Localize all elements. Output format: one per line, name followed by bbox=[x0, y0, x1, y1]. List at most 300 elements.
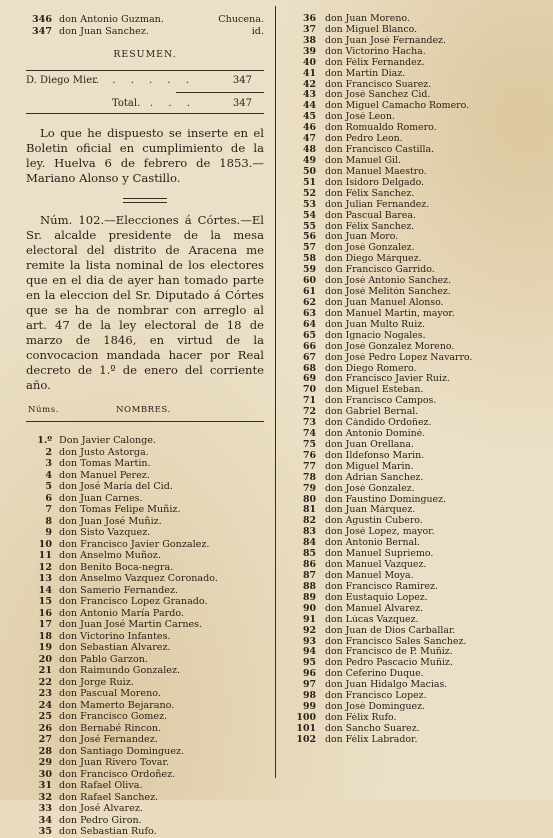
resumen-row-label: D. Diego Mier. bbox=[26, 75, 99, 86]
elector-number: 43 bbox=[302, 90, 316, 101]
elector-number: 48 bbox=[302, 145, 316, 156]
elector-number: 62 bbox=[302, 297, 316, 308]
elector-name: don Juan Carnes. bbox=[59, 492, 143, 504]
resumen-total-value: 347 bbox=[232, 98, 252, 109]
list-item bbox=[26, 803, 264, 815]
list-item bbox=[26, 757, 264, 769]
elector-number: 64 bbox=[302, 319, 316, 330]
list-item bbox=[290, 167, 530, 178]
elector-name: don Martin Diaz. bbox=[325, 68, 406, 79]
elector-name: don Julian Fernandez. bbox=[325, 199, 430, 210]
list-item bbox=[26, 746, 264, 758]
list-item bbox=[290, 669, 530, 680]
elector-number: 24 bbox=[38, 699, 52, 711]
elector-number: 346 bbox=[31, 14, 52, 25]
elector-name: don Pedro Leon. bbox=[325, 134, 403, 145]
elector-name: don Justo Astorga. bbox=[59, 446, 149, 458]
elector-number: 68 bbox=[302, 363, 316, 374]
list-item bbox=[290, 658, 530, 669]
elector-name: don Antonio Dominé. bbox=[325, 429, 426, 440]
elector-name: don Miguel Marin. bbox=[325, 461, 414, 472]
elector-name: don Jorge Ruiz. bbox=[59, 676, 134, 688]
list-item bbox=[26, 14, 264, 26]
list-item bbox=[26, 470, 264, 482]
elector-name: don Manuel Vazquez. bbox=[325, 560, 427, 571]
elector-name: don Félix Labrador. bbox=[325, 734, 418, 745]
section-separator bbox=[123, 198, 167, 203]
elector-name: don Pascual Moreno. bbox=[59, 688, 161, 699]
notice-paragraph bbox=[26, 213, 264, 393]
elector-name: don Tomas Felipe Muñiz. bbox=[59, 504, 181, 515]
elector-name: don Eustaquio Lopez. bbox=[325, 592, 428, 603]
elector-name: don Francisco Javier Gonzalez. bbox=[59, 538, 210, 550]
elector-number: 33 bbox=[38, 803, 52, 814]
elector-number: 347 bbox=[31, 25, 52, 37]
elector-number: 82 bbox=[302, 516, 316, 527]
elector-name: don Diego Romero. bbox=[325, 363, 417, 374]
elector-number: 25 bbox=[38, 711, 52, 722]
elector-name: Don Javier Calonge. bbox=[59, 435, 157, 446]
list-item bbox=[290, 385, 530, 396]
elector-number: 45 bbox=[302, 112, 316, 123]
list-item bbox=[290, 374, 530, 385]
elector-number: 58 bbox=[302, 254, 316, 265]
elector-number: 28 bbox=[38, 745, 52, 757]
elector-number: 36 bbox=[302, 14, 316, 24]
elector-name: don Diego Márquez. bbox=[325, 254, 422, 265]
elector-number: 5 bbox=[45, 481, 52, 492]
elector-number: 55 bbox=[302, 221, 316, 232]
elector-name: don Ildefonso Marin. bbox=[325, 450, 425, 461]
list-item bbox=[290, 14, 530, 25]
resumen-total-row bbox=[26, 98, 264, 111]
elector-name: don José Lopez, mayor. bbox=[325, 527, 435, 538]
list-item bbox=[26, 504, 264, 516]
list-item bbox=[290, 69, 530, 80]
elector-number: 84 bbox=[302, 538, 316, 549]
closing-paragraph-text: Lo que he dispuesto se inserte en el Boletin oficial en cumplimiento de la ley. Huelva 6 de febrero de 1853.—Mariano Alonso y Castillo. bbox=[26, 126, 264, 185]
elector-name: don Francisco Lopez Granado. bbox=[59, 596, 208, 607]
elector-name: don Mamerto Bejarano. bbox=[59, 699, 175, 711]
elector-number: 32 bbox=[38, 791, 52, 803]
list-item bbox=[26, 815, 264, 827]
right-column bbox=[290, 14, 530, 746]
elector-number: 40 bbox=[302, 57, 316, 68]
elector-number: 22 bbox=[38, 676, 52, 688]
list-item bbox=[290, 407, 530, 418]
elector-number: 93 bbox=[302, 636, 316, 647]
list-item bbox=[290, 516, 530, 527]
elector-number: 30 bbox=[38, 768, 52, 780]
elector-town: id. bbox=[251, 25, 264, 37]
elector-name: don Manuel Maestro. bbox=[325, 166, 427, 177]
elector-number: 89 bbox=[302, 592, 316, 603]
list-item bbox=[26, 642, 264, 654]
header-nombres: NOMBRES. bbox=[116, 405, 171, 415]
elector-number: 63 bbox=[302, 308, 316, 319]
list-item bbox=[290, 505, 530, 516]
elector-name: don Juan José Muñiz. bbox=[59, 515, 162, 527]
elector-name: don Manuel Perez. bbox=[59, 469, 150, 481]
elector-name: don Juan Márquez. bbox=[325, 505, 416, 516]
elector-number: 7 bbox=[45, 504, 52, 515]
elector-name: don Francisco Campos. bbox=[325, 396, 437, 407]
elector-number: 85 bbox=[302, 549, 316, 560]
elector-number: 54 bbox=[302, 210, 316, 221]
elector-name: don Ignacio Nogales. bbox=[325, 330, 426, 341]
elector-number: 35 bbox=[38, 826, 52, 837]
elector-name: don Pablo Garzon. bbox=[59, 653, 148, 665]
elector-number: 91 bbox=[302, 614, 316, 625]
elector-name: don Lúcas Vazquez. bbox=[325, 614, 419, 625]
elector-name: don José Antonio Sanchez. bbox=[325, 276, 452, 287]
list-item bbox=[290, 309, 530, 320]
elector-name: don Juan José Fernandez. bbox=[325, 35, 446, 46]
elector-name: don Francisco de P. Muñiz. bbox=[325, 647, 453, 658]
elector-name: don Cándido Ordoñez. bbox=[325, 418, 432, 429]
elector-name: don José Dominguez. bbox=[325, 702, 425, 713]
elector-name: don Juan Multo Ruiz. bbox=[325, 319, 426, 330]
list-item bbox=[290, 342, 530, 353]
list-item bbox=[290, 47, 530, 58]
elector-number: 42 bbox=[302, 79, 316, 90]
list-item bbox=[290, 527, 530, 538]
list-item bbox=[290, 549, 530, 560]
list-item bbox=[290, 615, 530, 626]
list-item bbox=[290, 265, 530, 276]
elector-number: 23 bbox=[38, 688, 52, 699]
list-item bbox=[26, 688, 264, 700]
elector-number: 20 bbox=[38, 653, 52, 665]
list-item bbox=[26, 665, 264, 677]
elector-name: don Juan José Martin Carnes. bbox=[59, 619, 203, 630]
elector-name: don Francisco Suarez. bbox=[325, 79, 432, 90]
resumen-bottom-rule bbox=[26, 113, 264, 114]
elector-number: 79 bbox=[302, 483, 316, 494]
list-item bbox=[26, 619, 264, 631]
elector-name: don Juan Rivero Tovar. bbox=[59, 757, 170, 768]
list-item bbox=[290, 112, 530, 123]
elector-number: 52 bbox=[302, 188, 316, 199]
list-item bbox=[290, 200, 530, 211]
header-rule bbox=[26, 421, 264, 422]
list-item bbox=[290, 298, 530, 309]
elector-name: don Félix Sanchez. bbox=[325, 221, 415, 232]
list-item bbox=[26, 711, 264, 723]
list-item bbox=[26, 458, 264, 470]
list-item bbox=[290, 604, 530, 615]
elector-name: don Juan Hidalgo Macias. bbox=[325, 680, 448, 691]
elector-number: 21 bbox=[38, 665, 52, 676]
list-item bbox=[26, 826, 264, 838]
column-divider bbox=[275, 6, 276, 778]
list-item bbox=[290, 243, 530, 254]
elector-name: don José Melitón Sanchez. bbox=[325, 287, 451, 298]
elector-name: don Victorino Infantes. bbox=[59, 630, 171, 642]
list-item bbox=[290, 713, 530, 724]
elector-name: don Isidoro Delgado. bbox=[325, 177, 425, 188]
elector-name: don Manuel Alvarez. bbox=[325, 603, 424, 614]
elector-number: 72 bbox=[302, 407, 316, 418]
list-item bbox=[290, 232, 530, 243]
list-item bbox=[290, 462, 530, 473]
elector-number: 102 bbox=[296, 734, 316, 745]
list-item bbox=[290, 353, 530, 364]
elector-number: 95 bbox=[302, 658, 316, 669]
elector-number: 88 bbox=[302, 581, 316, 592]
elector-town: Chucena. bbox=[218, 14, 264, 25]
elector-name: don Manuel Supriemo. bbox=[325, 549, 434, 560]
list-item bbox=[290, 429, 530, 440]
elector-number: 29 bbox=[38, 757, 52, 768]
elector-name: don Victorino Hacha. bbox=[325, 46, 426, 57]
elector-name: don Raimundo Gonzalez. bbox=[59, 665, 181, 676]
list-item bbox=[290, 123, 530, 134]
elector-name: don Adrian Sanchez. bbox=[325, 472, 424, 483]
list-item bbox=[290, 702, 530, 713]
list-item bbox=[26, 700, 264, 712]
elector-number: 8 bbox=[45, 515, 52, 527]
list-item bbox=[290, 254, 530, 265]
list-item bbox=[290, 156, 530, 167]
elector-number: 100 bbox=[296, 713, 316, 723]
elector-name: don Juan Moreno. bbox=[325, 14, 410, 24]
list-item bbox=[26, 550, 264, 562]
elector-number: 38 bbox=[302, 35, 316, 46]
elector-name: don Francisco Ordoñez. bbox=[59, 768, 176, 780]
elector-number: 73 bbox=[302, 418, 316, 429]
elector-name: don José Gonzalez. bbox=[325, 243, 415, 254]
elector-name: don Samerio Fernandez. bbox=[59, 584, 179, 596]
elector-number: 99 bbox=[302, 702, 316, 713]
elector-name: don Francisco Castilla. bbox=[325, 145, 435, 156]
elector-name: don Félix Sanchez. bbox=[325, 188, 415, 199]
list-item bbox=[26, 481, 264, 493]
list-item bbox=[290, 211, 530, 222]
list-item bbox=[26, 435, 264, 447]
elector-number: 2 bbox=[45, 446, 52, 458]
elector-number: 47 bbox=[302, 134, 316, 145]
elector-name: don Miguel Esteban. bbox=[325, 385, 424, 396]
elector-name: don Francisco Ramirez. bbox=[325, 581, 438, 592]
elector-number: 80 bbox=[302, 494, 316, 505]
elector-name: don Faustino Dominguez. bbox=[325, 494, 446, 505]
list-item bbox=[26, 493, 264, 505]
list-item bbox=[26, 585, 264, 597]
list-item bbox=[26, 608, 264, 620]
list-item bbox=[290, 495, 530, 506]
elector-number: 56 bbox=[302, 232, 316, 243]
elector-name: don Benito Boca-negra. bbox=[59, 561, 174, 573]
elector-number: 17 bbox=[38, 619, 52, 630]
elector-number: 27 bbox=[38, 734, 52, 745]
elector-number: 19 bbox=[38, 642, 52, 653]
list-item bbox=[290, 276, 530, 287]
elector-number: 3 bbox=[45, 458, 52, 469]
elector-name: don Félix Rufo. bbox=[325, 713, 397, 723]
elector-name: don José Gonzalez. bbox=[325, 483, 415, 494]
elector-name: don Francisco Garrido. bbox=[325, 265, 435, 276]
elector-number: 61 bbox=[302, 287, 316, 298]
elector-name: don Miguel Blanco. bbox=[325, 24, 418, 35]
list-item bbox=[26, 573, 264, 585]
elector-name: don José Fernandez. bbox=[59, 734, 158, 745]
elector-number: 94 bbox=[302, 647, 316, 658]
list-item bbox=[290, 637, 530, 648]
elector-name: don Juan Manuel Alonso. bbox=[325, 297, 444, 308]
list-item bbox=[290, 418, 530, 429]
elector-name: don Francisco Sales Sanchez. bbox=[325, 636, 467, 647]
elector-number: 92 bbox=[302, 625, 316, 636]
elector-number: 71 bbox=[302, 396, 316, 407]
list-item bbox=[290, 691, 530, 702]
elector-number: 4 bbox=[45, 469, 52, 481]
elector-name: don Agustin Cubero. bbox=[325, 516, 423, 527]
elector-number: 50 bbox=[302, 166, 316, 177]
previous-list-continuation bbox=[26, 14, 264, 37]
elector-number: 57 bbox=[302, 243, 316, 254]
elector-name: don José Gonzalez Moreno. bbox=[325, 341, 455, 352]
elector-number: 59 bbox=[302, 265, 316, 276]
resumen-row bbox=[26, 75, 264, 88]
elector-name: don Juan Moro. bbox=[325, 232, 399, 243]
elector-number: 101 bbox=[296, 723, 316, 734]
elector-number: 18 bbox=[38, 630, 52, 642]
list-item bbox=[290, 582, 530, 593]
elector-number: 34 bbox=[38, 814, 52, 826]
elector-name: don Manuel Gil. bbox=[325, 155, 401, 166]
closing-paragraph bbox=[26, 126, 264, 186]
elector-list-right bbox=[290, 14, 530, 746]
list-item bbox=[290, 571, 530, 582]
elector-number: 51 bbox=[302, 177, 316, 188]
left-column bbox=[26, 14, 264, 838]
elector-name: don Pedro Pascacio Muñiz. bbox=[325, 658, 453, 669]
elector-name: don Francisco Lopez. bbox=[325, 691, 427, 702]
list-item bbox=[26, 516, 264, 528]
elector-name: don Ceferino Duque. bbox=[325, 669, 424, 680]
elector-number: 9 bbox=[45, 527, 52, 538]
elector-number: 67 bbox=[302, 352, 316, 363]
elector-number: 10 bbox=[38, 538, 52, 550]
elector-number: 14 bbox=[38, 584, 52, 596]
list-item bbox=[26, 596, 264, 608]
elector-name: don José Leon. bbox=[325, 112, 395, 123]
list-item bbox=[290, 560, 530, 571]
elector-name: don Juan Orellana. bbox=[325, 439, 414, 450]
elector-name: don Antonio Bernal. bbox=[325, 538, 421, 549]
list-item bbox=[26, 447, 264, 459]
list-item bbox=[290, 222, 530, 233]
elector-number: 12 bbox=[38, 561, 52, 573]
elector-name: don Bernabé Rincon. bbox=[59, 722, 162, 734]
elector-name: don Antonio Guzman. bbox=[59, 14, 164, 25]
elector-number: 37 bbox=[302, 24, 316, 35]
elector-name: don José Pedro Lopez Navarro. bbox=[325, 352, 473, 363]
elector-number: 31 bbox=[38, 780, 52, 791]
resumen-heading: RESUMEN. bbox=[113, 49, 177, 60]
elector-name: don Gabriel Bernal. bbox=[325, 407, 419, 418]
elector-number: 13 bbox=[38, 573, 52, 584]
elector-name: don José María del Cid. bbox=[59, 481, 173, 492]
resumen-row-value: 347 bbox=[232, 75, 252, 86]
list-item bbox=[290, 36, 530, 47]
list-item bbox=[290, 331, 530, 342]
list-item bbox=[290, 593, 530, 604]
list-item bbox=[290, 25, 530, 36]
elector-number: 69 bbox=[302, 374, 316, 385]
elector-name: don Tomas Martin. bbox=[59, 458, 151, 469]
list-item bbox=[26, 780, 264, 792]
elector-name: don Santiago Dominguez. bbox=[59, 745, 185, 757]
list-item bbox=[26, 723, 264, 735]
elector-name: don Anselmo Muñoz. bbox=[59, 550, 161, 561]
elector-number: 76 bbox=[302, 450, 316, 461]
elector-list-left bbox=[26, 435, 264, 838]
list-item bbox=[26, 26, 264, 38]
elector-number: 78 bbox=[302, 472, 316, 483]
elector-number: 83 bbox=[302, 527, 316, 538]
elector-number: 16 bbox=[38, 607, 52, 619]
elector-number: 46 bbox=[302, 123, 316, 134]
header-nums: Núms. bbox=[28, 405, 59, 415]
elector-name: don José Alvarez. bbox=[59, 803, 143, 814]
elector-number: 75 bbox=[302, 439, 316, 450]
list-item bbox=[290, 451, 530, 462]
elector-number: 26 bbox=[38, 722, 52, 734]
list-item bbox=[290, 538, 530, 549]
elector-number: 41 bbox=[302, 68, 316, 79]
list-item bbox=[26, 562, 264, 574]
elector-name: don José Sanchez Cid. bbox=[325, 90, 431, 101]
list-item bbox=[26, 792, 264, 804]
elector-name: don Manuel Martin, mayor. bbox=[325, 308, 455, 319]
elector-number: 98 bbox=[302, 691, 316, 702]
elector-number: 15 bbox=[38, 596, 52, 607]
elector-number: 87 bbox=[302, 571, 316, 582]
resumen-total-dots: . . . bbox=[150, 98, 196, 109]
elector-number: 6 bbox=[45, 492, 52, 504]
elector-name: don Pedro Giron. bbox=[59, 814, 142, 826]
elector-name: don Sebastian Rufo. bbox=[59, 826, 157, 837]
elector-number: 65 bbox=[302, 330, 316, 341]
elector-number: 90 bbox=[302, 603, 316, 614]
resumen-row-dots: . . . . . . bbox=[94, 75, 195, 86]
list-item bbox=[290, 189, 530, 200]
list-item bbox=[290, 626, 530, 637]
list-item bbox=[26, 769, 264, 781]
elector-name: don Pascual Barea. bbox=[325, 210, 416, 221]
list-item bbox=[290, 647, 530, 658]
elector-number: 11 bbox=[38, 550, 52, 561]
list-item bbox=[290, 134, 530, 145]
elector-name: don Sebastian Alvarez. bbox=[59, 642, 171, 653]
list-item bbox=[290, 364, 530, 375]
elector-name: don Romualdo Romero. bbox=[325, 123, 437, 134]
elector-name: don Juan de Dios Carballar. bbox=[325, 625, 456, 636]
list-item bbox=[26, 539, 264, 551]
list-item bbox=[26, 677, 264, 689]
elector-name: don Miguel Camacho Romero. bbox=[325, 101, 470, 112]
list-item bbox=[26, 527, 264, 539]
notice-paragraph-text: Núm. 102.—Elecciones á Córtes.—El Sr. alcalde presidente de la mesa electoral del distrito de Aracena me remite la lista nominal de los electores que en el dia de ayer han tomado parte en la eleccion del Sr. Diputado á Córtes que se ha de nombrar con arreglo al art. 47 de la ley electoral de 18 de marzo de 1846, en virtud de la convocacion mandada hacer por Real decreto de 1.º de enero del corriente año. bbox=[26, 213, 264, 392]
list-column-headers bbox=[26, 405, 264, 415]
elector-name: don Sancho Suarez. bbox=[325, 723, 420, 734]
elector-name: don Rafael Oliva. bbox=[59, 780, 143, 791]
list-item bbox=[26, 631, 264, 643]
list-item bbox=[290, 178, 530, 189]
elector-number: 74 bbox=[302, 429, 316, 440]
